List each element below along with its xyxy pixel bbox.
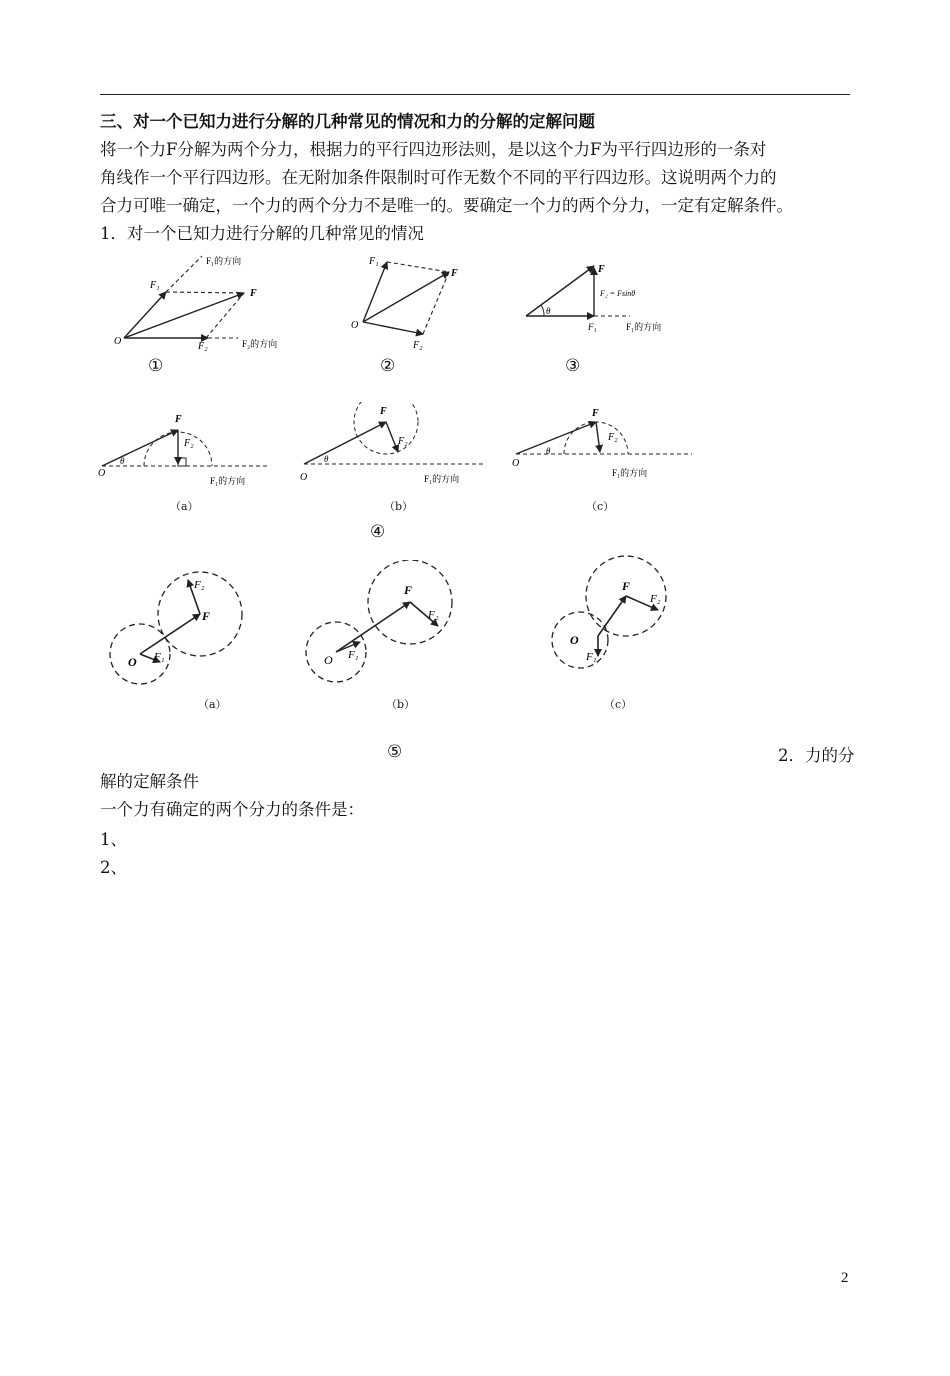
- figure-4a-diagram: [98, 404, 278, 494]
- figure-4a-label: （a）: [170, 500, 199, 513]
- para-line-3: 合力可唯一确定，一个力的两个分力不是唯一的。要确定一个力的两个分力，一定有定解条件。: [100, 196, 793, 215]
- figure-4c-diagram: [512, 404, 702, 494]
- svg-text:F₁的方向: F₁的方向: [424, 474, 460, 484]
- page-number: 2: [841, 1270, 849, 1286]
- figure-5a-circles: [100, 566, 250, 692]
- svg-text:O: O: [300, 472, 308, 483]
- figure-5c-circles: [550, 552, 680, 682]
- figure-5c-label: （c）: [604, 698, 633, 711]
- svg-text:F₁: F₁: [154, 651, 165, 663]
- para-line-1: 将一个力F分解为两个分力，根据力的平行四边形法则，是以这个力F为平行四边形的一条对: [100, 140, 767, 159]
- figure-5b-label: （b）: [386, 698, 416, 711]
- figure-2-parallelogram: [345, 252, 465, 352]
- condition-item-2: 2、: [100, 858, 127, 877]
- svg-text:F: F: [622, 579, 631, 593]
- svg-text:F₁的方向: F₁的方向: [626, 322, 662, 332]
- svg-text:F₁的方向: F₁的方向: [206, 256, 242, 266]
- svg-text:F₁: F₁: [348, 649, 359, 661]
- para-line-2: 角线作一个平行四边形。在无附加条件限制时可作无数个不同的平行四边形。这说明两个力的: [100, 168, 777, 187]
- figure-4c-label: （c）: [586, 500, 615, 513]
- figure-1-caption: ①: [148, 356, 164, 376]
- svg-text:F₂的方向: F₂的方向: [242, 339, 278, 349]
- figure-1-parallelogram: [110, 252, 300, 352]
- figure-4b-diagram: [296, 402, 496, 494]
- condition-item-1: 1、: [100, 830, 127, 849]
- figure-5a-label: （a）: [198, 698, 227, 711]
- svg-text:O: O: [324, 653, 333, 667]
- svg-text:θ: θ: [120, 456, 125, 466]
- svg-text:F₂: F₂: [428, 609, 439, 621]
- conditions-intro: 一个力有确定的两个分力的条件是：: [100, 800, 364, 819]
- svg-text:F₁: F₁: [588, 322, 597, 332]
- svg-text:O: O: [351, 320, 359, 331]
- svg-text:F: F: [404, 583, 413, 597]
- svg-text:F₁的方向: F₁的方向: [210, 476, 246, 486]
- svg-text:F₂: F₂: [608, 432, 618, 443]
- svg-text:O: O: [114, 336, 122, 347]
- svg-text:F₂: F₂: [198, 341, 208, 352]
- svg-text:F₂: F₂: [398, 436, 408, 447]
- subheading-1: 1．对一个已知力进行分解的几种常见的情况: [100, 224, 424, 243]
- section-heading: 三、对一个已知力进行分解的几种常见的情况和力的分解的定解问题: [100, 112, 595, 131]
- svg-text:θ: θ: [546, 306, 551, 316]
- svg-text:F₁: F₁: [586, 651, 597, 663]
- force-F1-arrow: [124, 292, 166, 338]
- svg-text:F₂: F₂: [650, 593, 661, 605]
- figure-5-caption: ⑤: [387, 742, 403, 762]
- svg-text:F: F: [250, 288, 257, 299]
- force-F-arrow: [124, 293, 244, 338]
- svg-text:F: F: [592, 408, 599, 419]
- svg-text:F₂: F₂: [194, 579, 205, 591]
- svg-text:F₂ = Fsinθ: F₂ = Fsinθ: [600, 289, 636, 298]
- svg-text:F₂: F₂: [184, 438, 194, 449]
- svg-text:F: F: [202, 609, 211, 623]
- svg-text:F₁: F₁: [150, 280, 160, 291]
- svg-text:F: F: [598, 264, 605, 275]
- svg-text:O: O: [128, 655, 137, 669]
- figure-2-caption: ②: [380, 356, 396, 376]
- subheading-2-start: 2．力的分: [778, 746, 855, 765]
- svg-text:F₁: F₁: [369, 256, 379, 267]
- figure-3-right-triangle: [522, 256, 692, 340]
- svg-text:O: O: [98, 468, 106, 479]
- svg-text:O: O: [570, 633, 579, 647]
- svg-text:F: F: [175, 414, 182, 425]
- svg-text:F: F: [451, 268, 458, 279]
- svg-text:F: F: [380, 406, 387, 417]
- svg-text:F₁的方向: F₁的方向: [612, 468, 648, 478]
- svg-text:O: O: [512, 458, 520, 469]
- figure-4-caption: ④: [370, 522, 386, 542]
- figure-3-caption: ③: [565, 356, 581, 376]
- figure-5b-circles: [300, 560, 460, 690]
- svg-text:F₂: F₂: [413, 340, 423, 351]
- svg-text:θ: θ: [546, 446, 551, 456]
- subheading-2-end: 解的定解条件: [100, 772, 199, 791]
- header-rule: [100, 94, 850, 95]
- figure-4b-label: （b）: [384, 500, 414, 513]
- svg-text:θ: θ: [324, 454, 329, 464]
